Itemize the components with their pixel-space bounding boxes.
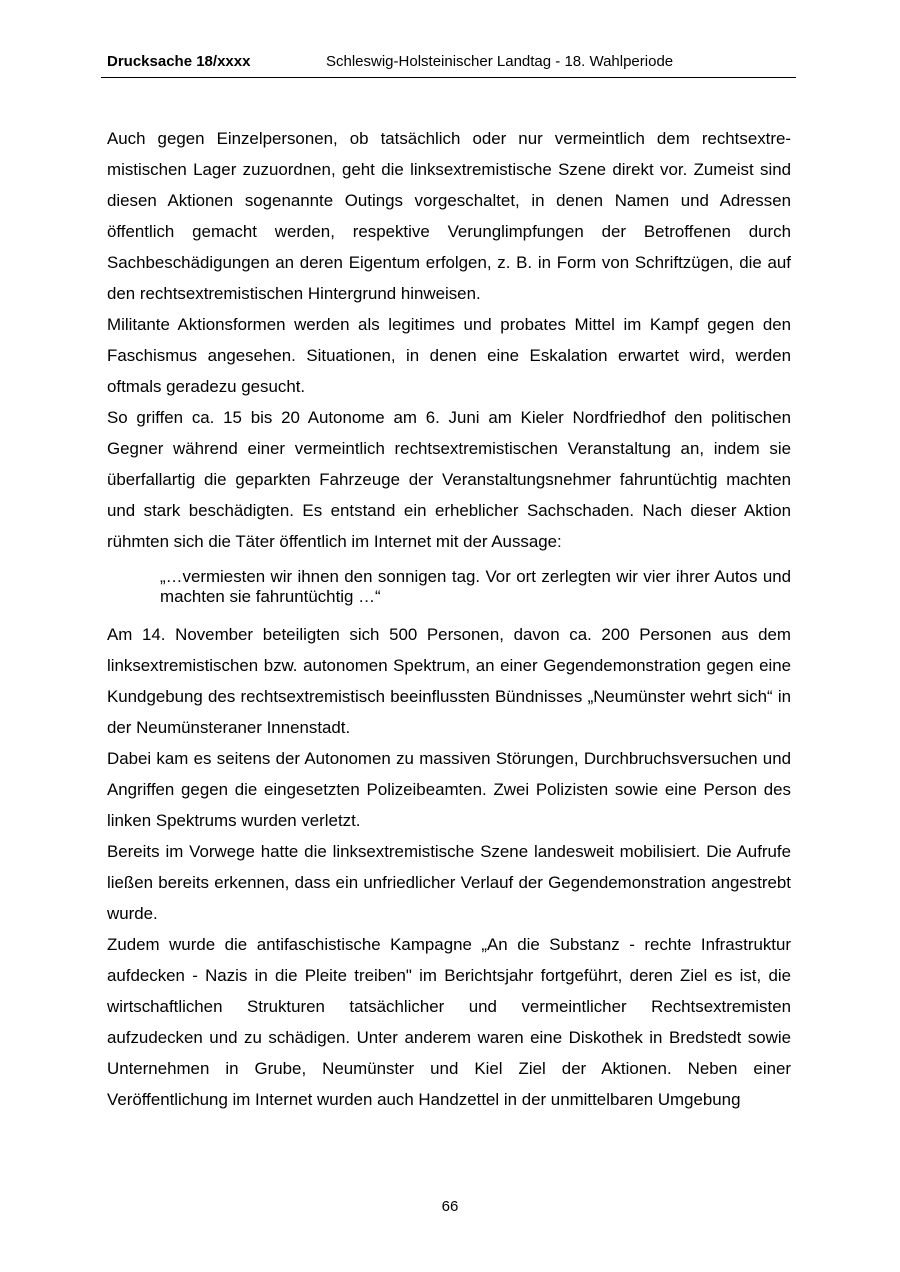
paragraph: Am 14. November beteiligten sich 500 Personen, davon ca. 200 Personen aus dem linksextremistischen bzw. autonomen Spektrum, an einer Gegendemonstration gegen eine Kundgebung des rechtsextremistisch beeinflussten Bündnisses „Neumünster wehrt sich“ in der Neumünsteraner Innenstadt. [107, 625, 791, 737]
paragraph: Auch gegen Einzelpersonen, ob tatsächlich oder nur vermeintlich dem rechtsextremistischen Lager zuzuordnen, geht die linksextremistische Szene direkt vor. Zumeist sind diesen Aktionen sogenannte Outings vorgeschaltet, in denen Namen und Adressen öffentlich gemacht werden, respektive Verunglimpfungen der Betroffenen durch Sachbeschädigungen an deren Eigentum erfolgen, z. B. in Form von Schriftzügen, die auf den rechtsextremistischen Hintergrund hinweisen. [107, 129, 791, 303]
document-number: Drucksache 18/xxxx [107, 53, 251, 70]
paragraph: Bereits im Vorwege hatte die linksextremistische Szene landesweit mobilisiert. Die Aufrufe ließen bereits erkennen, dass ein unfriedlicher Verlauf der Gegendemonstration angestrebt wurde. [107, 842, 791, 923]
paragraph: Militante Aktionsformen werden als legitimes und probates Mittel im Kampf gegen den Faschismus angesehen. Situationen, in denen eine Eskalation erwartet wird, werden oftmals geradezu gesucht. [107, 315, 791, 396]
header-title: Schleswig-Holsteinischer Landtag - 18. Wahlperiode [326, 53, 674, 70]
page-number: 66 [441, 1198, 459, 1215]
page-header [101, 51, 796, 78]
body-text [107, 123, 791, 1115]
paragraph: So griffen ca. 15 bis 20 Autonome am 6. Juni am Kieler Nordfriedhof den politischen Gegner während einer vermeintlich rechtsextremistischen Veranstaltung an, indem sie überfallartig die geparkten Fahrzeuge der Veranstaltungsnehmer fahruntüchtig machten und stark beschädigten. Es entstand ein erheblicher Sachschaden. Nach dieser Aktion rühmten sich die Täter öffentlich im Internet mit der Aussage: [107, 408, 791, 551]
paragraph: Zudem wurde die antifaschistische Kampagne „An die Substanz - rechte Infrastruktur aufdecken - Nazis in die Pleite treiben" im Berichtsjahr fortgeführt, deren Ziel es ist, die wirtschaftlichen Strukturen tatsächlicher und vermeintlicher Rechtsextremisten aufzudecken und zu schädigen. Unter anderem waren eine Diskothek in Bredstedt sowie Unternehmen in Grube, Neumünster und Kiel Ziel der Aktionen. Neben einer Veröffentlichung im Internet wurden auch Handzettel in der unmittelbaren Umgebung [107, 935, 791, 1109]
block-quote: „…vermiesten wir ihnen den sonnigen tag. Vor ort zerlegten wir vier ihrer Autos und machten sie fahruntüchtig …“ [160, 567, 791, 606]
paragraph: Dabei kam es seitens der Autonomen zu massiven Störungen, Durchbruchsversuchen und Angriffen gegen die eingesetzten Polizeibeamten. Zwei Polizisten sowie eine Person des linken Spektrums wurden verletzt. [107, 749, 791, 830]
